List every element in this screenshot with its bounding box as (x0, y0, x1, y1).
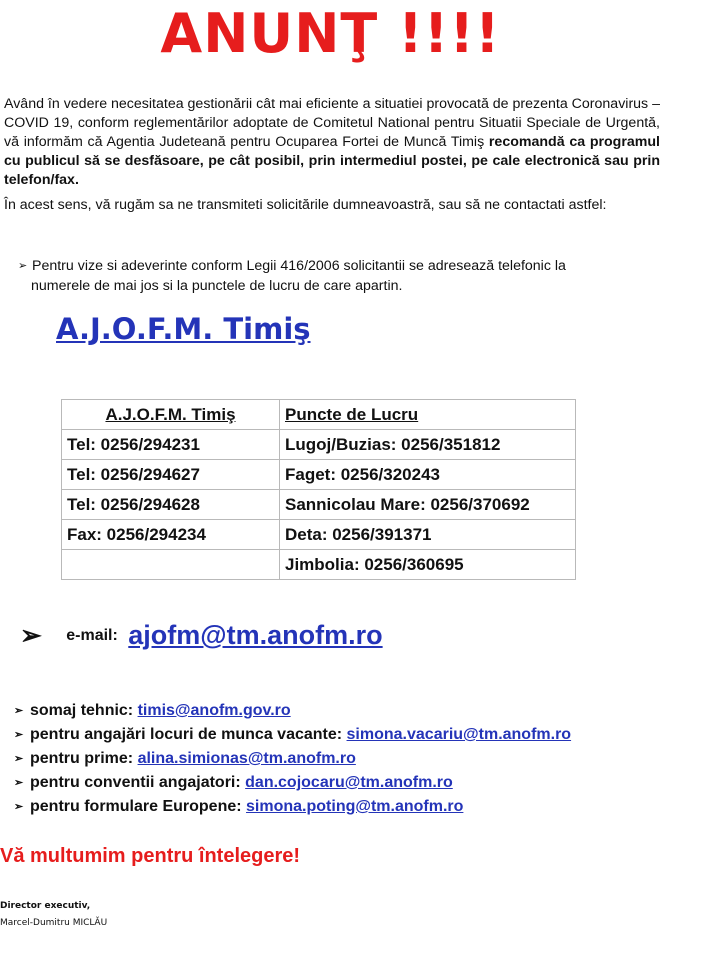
table-header-row (62, 400, 576, 430)
arrow-bullet-icon: ➢ (14, 801, 24, 813)
arrow-bullet-icon: ➢ (14, 729, 24, 741)
table-cell-workpoint: Jimbolia: 0256/360695 (280, 550, 576, 580)
list-item (14, 723, 571, 747)
table-cell-fax: Fax: 0256/294234 (62, 520, 280, 550)
intro-bold-text: recomandă ca programul cu publicul să se desfăsoare, pe cât posibil, prin intermediul postei, pe cale electronică sau prin telefon/fax. (4, 134, 660, 188)
department-email-list (14, 699, 571, 819)
table-cell-phone: Tel: 0256/294627 (62, 460, 280, 490)
agency-heading: A.J.O.F.M. Timiş (56, 312, 311, 346)
visa-bullet (18, 256, 662, 296)
list-item (14, 747, 571, 771)
main-email-row (20, 620, 383, 651)
announcement-title: ANUNŢ !!!! (160, 2, 501, 65)
table-cell-workpoint: Lugoj/Buzias: 0256/351812 (280, 430, 576, 460)
contact-email-link[interactable]: timis@anofm.gov.ro (137, 702, 291, 719)
contact-email-link[interactable]: simona.poting@tm.anofm.ro (246, 798, 464, 815)
list-item (14, 699, 571, 723)
arrow-bullet-icon: ➢ (14, 705, 24, 717)
arrow-bullet-icon: ➢ (18, 260, 28, 272)
signature-name: Marcel-Dumitru MICLĂU (0, 918, 108, 928)
table-header-workpoints: Puncte de Lucru (280, 400, 576, 430)
table-cell-empty (62, 550, 280, 580)
table-cell-phone: Tel: 0256/294628 (62, 490, 280, 520)
table-cell-workpoint: Deta: 0256/391371 (280, 520, 576, 550)
table-cell-workpoint: Sannicolau Mare: 0256/370692 (280, 490, 576, 520)
list-item (14, 795, 571, 819)
contacts-table (61, 399, 576, 580)
request-paragraph: În acest sens, vă rugăm sa ne transmiteti solicitările dumneavoastră, sau să ne contactati astfel: (4, 197, 607, 213)
table-cell-workpoint: Faget: 0256/320243 (280, 460, 576, 490)
table-row (62, 520, 576, 550)
contact-label: pentru angajări locuri de munca vacante: (30, 726, 347, 743)
table-row (62, 430, 576, 460)
thanks-message: Vă multumim pentru întelegere! (0, 845, 301, 867)
intro-text: Având în vedere necesitatea gestionării cât mai eficiente a situatiei provocată de prezenta Coronavirus – COVID 19, conform reglementărilor adoptate de Comitetul National pentru Situatii Speciale de Urgentă, vă informăm că Agentia Judeteană pentru Ocuparea Fortei de Muncă Timiş (4, 96, 660, 150)
main-email-link[interactable]: ajofm@tm.anofm.ro (128, 620, 383, 650)
contact-label: pentru formulare Europene: (30, 798, 247, 815)
table-row (62, 460, 576, 490)
list-item (14, 771, 571, 795)
bullet-line-2: numerele de mai jos si la punctele de lucru de care apartin. (31, 278, 403, 294)
table-row (62, 550, 576, 580)
contact-label: pentru prime: (30, 750, 138, 767)
contact-email-link[interactable]: dan.cojocaru@tm.anofm.ro (245, 774, 453, 791)
arrow-bullet-icon: ➢ (14, 777, 24, 789)
contact-label: pentru conventii angajatori: (30, 774, 246, 791)
table-row (62, 490, 576, 520)
bullet-line-1: Pentru vize si adeverinte conform Legii 416/2006 solicitantii se adresează telefonic la (32, 258, 566, 274)
contact-email-link[interactable]: simona.vacariu@tm.anofm.ro (346, 726, 572, 743)
contact-email-link[interactable]: alina.simionas@tm.anofm.ro (137, 750, 356, 767)
intro-paragraph (4, 95, 660, 190)
contact-label: somaj tehnic: (30, 702, 138, 719)
arrow-bullet-icon: ➢ (14, 753, 24, 765)
table-cell-phone: Tel: 0256/294231 (62, 430, 280, 460)
signature-role: Director executiv, (0, 901, 91, 911)
arrow-bullet-icon: ➢ (20, 620, 42, 650)
table-header-agency: A.J.O.F.M. Timiş (62, 400, 280, 430)
email-label: e-mail: (66, 626, 118, 644)
